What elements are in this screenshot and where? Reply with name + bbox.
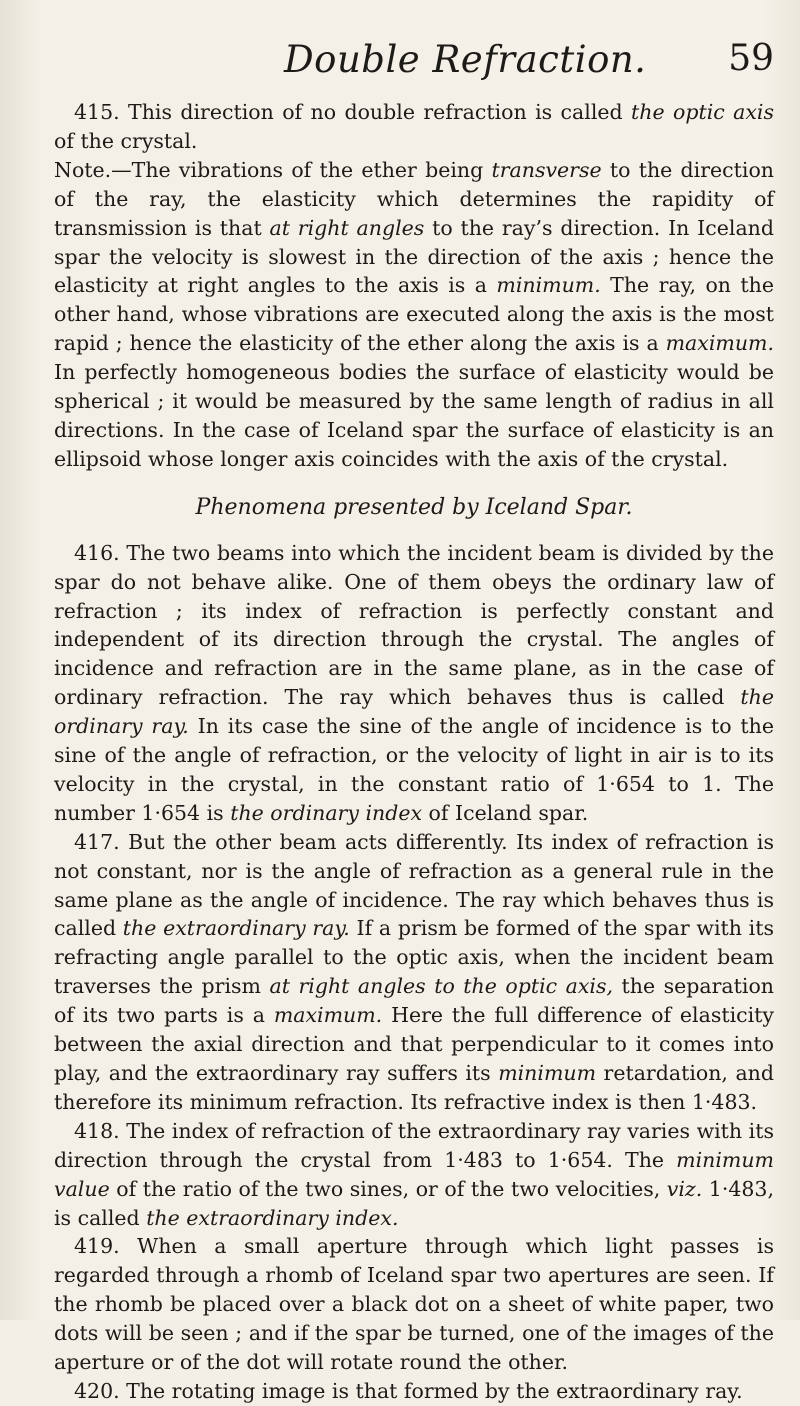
page-number: 59 xyxy=(728,38,774,79)
paragraph-418: 418. The index of refraction of the extraordinary ray varies with its direction through the crystal from 1·483 to 1·654. The minimum value of the ratio of the two sines, or of the two velocities, viz. 1·483, is called the extraordinary index. xyxy=(54,1118,774,1230)
term-optic-axis: the optic axis xyxy=(631,100,774,124)
running-title: Double Refraction. xyxy=(284,38,647,81)
paragraph-417: 417. But the other beam acts differently. Its index of refraction is not constant, nor is the angle of refraction as a general rule in the same plane as the angle of incidence. The ray which behaves thus is called the extraordinary ray. If a prism be formed of the spar with its refracting angle parallel to the optic axis, when the incident beam traverses the prism at right angles to the optic axis, the separation of its two parts is a maximum. Here the full difference of elasticity between the axial direction and that perpendicular to it comes into play, and the extraordinary ray suffers its minimum retardation, and therefore its minimum refraction. Its refractive index is then 1·483. xyxy=(54,829,774,1114)
body-text xyxy=(54,98,774,1406)
page-header xyxy=(54,38,774,86)
paragraph-416: 416. The two beams into which the incident beam is divided by the spar do not behave alike. One of them obeys the ordinary law of refraction ; its index of refraction is perfectly constant and independent of its direction through the crystal. The angles of incidence and refraction are in the same plane, as in the case of ordinary refraction. The ray which behaves thus is called the ordinary ray. In its case the sine of the angle of incidence is to the sine of the angle of refraction, or the velocity of light in air is to its velocity in the crystal, in the constant ratio of 1·654 to 1. The number 1·654 is the ordinary index of Iceland spar. xyxy=(54,540,774,825)
paragraph-419: 419. When a small aperture through which light passes is regarded through a rhomb of Iceland spar two apertures are seen. If the rhomb be placed over a black dot on a sheet of white paper, two dots will be seen ; and if the spar be turned, one of the images of the aperture or of the dot will rotate round the other. xyxy=(54,1234,774,1375)
section-heading: Phenomena presented by Iceland Spar. xyxy=(195,494,633,520)
paragraph-415: 415. This direction of no double refraction is called the optic axis of the crystal. xyxy=(54,100,774,153)
paragraph-420: 420. The rotating image is that formed by the extraordinary ray. xyxy=(74,1378,743,1403)
note-paragraph: Note.—The vibrations of the ether being transverse to the direction of the ray, the elasticity which determines the rapidity of transmission is that at right angles to the ray’s direction. In Iceland spar the velocity is slowest in the direction of the axis ; hence the elasticity at right angles to the axis is a minimum. The ray, on the other hand, whose vibrations are executed along the axis is the most rapid ; hence the elasticity of the ether along the axis is a maximum. In perfectly homogeneous bodies the surface of elasticity would be spherical ; it would be measured by the same length of radius in all directions. In the case of Iceland spar the surface of elasticity is an ellipsoid whose longer axis coincides with the axis of the crystal. xyxy=(54,157,774,471)
